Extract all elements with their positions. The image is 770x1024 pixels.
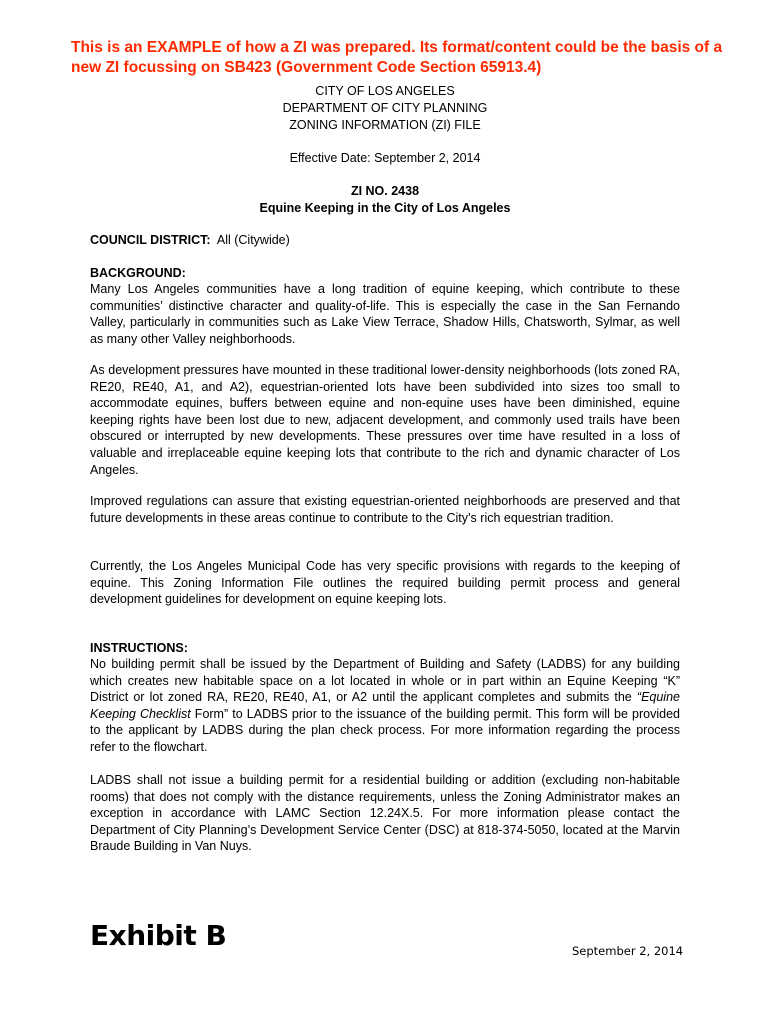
department-name: DEPARTMENT OF CITY PLANNING <box>282 101 488 115</box>
instructions-p1-end: Form” to LADBS prior to the issuance of the building permit. This form will be provided to the applicant by LADBS during the plan check process. For more information regarding the process refer to the flowchart. <box>90 706 680 754</box>
council-district-value: All (Citywide) <box>216 233 290 247</box>
example-note: This is an EXAMPLE of how a ZI was prepared. Its format/content could be the basis of a new ZI focussing on SB423 (Government Code Section 65913.4) <box>71 39 723 76</box>
effective-date: Effective Date: September 2, 2014 <box>289 151 481 165</box>
background-paragraph-3: Improved regulations can assure that existing equestrian-oriented neighborhoods are preserved and that future developments in these areas continue to contribute to the City’s rich equestrian tradition. <box>90 494 680 525</box>
background-heading: BACKGROUND: <box>90 266 186 280</box>
council-district <box>90 232 680 249</box>
council-district-label: COUNCIL DISTRICT: <box>90 233 211 247</box>
checklist-title: “Equine Keeping Checklist <box>90 690 680 721</box>
background-paragraph-2: As development pressures have mounted in these traditional lower-density neighborhoods (lots zoned RA, RE20, RE40, A1, and A2), equestrian-oriented lots have been subdivided into sizes too small to accommodate equines, buffers between equine and non-equine uses have been diminished, equine keeping rights have been lost due to new, adjacent development, and commonly used trails have been obscured or interrupted by new developments. These pressures over time have resulted in a loss of valuable and irreplaceable equine keeping lots that contribute to the rich and dynamic character of Los Angeles. <box>90 363 680 477</box>
instructions-heading: INSTRUCTIONS: <box>90 641 188 655</box>
exhibit-label: Exhibit B <box>90 919 227 952</box>
instructions-paragraph-1 <box>90 656 680 756</box>
background-paragraph-1: Many Los Angeles communities have a long tradition of equine keeping, which contribute to these communities’ distinctive character and quality-of-life. This is especially the case in the San Fernando Valley, particularly in communities such as Lake View Terrace, Shadow Hills, Chatsworth, Sylmar, as well as many other Valley neighborhoods. <box>90 282 680 346</box>
instructions-p1-start: No building permit shall be issued by the Department of Building and Safety (LADBS) for any building which creates new habitable space on a lot located in whole or in part within an Equine Keeping “K” District or lot zoned RA, RE20, RE40, A1, or A2 until the applicant completes and submits the <box>90 657 680 705</box>
zi-title: Equine Keeping in the City of Los Angeles <box>259 201 511 215</box>
effective-date-block <box>90 150 680 167</box>
instructions-paragraph-2: LADBS shall not issue a building permit for a residential building or addition (excluding non-habitable rooms) that does not comply with the distance requirements, unless the Zoning Administrator makes an exception in accordance with LAMC Section 12.24X.5. For more information please contact the Department of City Planning’s Development Service Center (DSC) at 818-374-5050, located at the Marvin Braude Building in Van Nuys. <box>90 773 680 854</box>
document-header <box>90 83 680 134</box>
footer-date: September 2, 2014 <box>572 944 684 958</box>
zi-title-block <box>90 183 680 217</box>
file-type: ZONING INFORMATION (ZI) FILE <box>289 118 481 132</box>
background-paragraph-4: Currently, the Los Angeles Municipal Code has very specific provisions with regards to the keeping of equine. This Zoning Information File outlines the required building permit process and general development guidelines for development on equine keeping lots. <box>90 559 680 607</box>
city-name: CITY OF LOS ANGELES <box>315 84 455 98</box>
zi-number: ZI NO. 2438 <box>350 184 420 198</box>
